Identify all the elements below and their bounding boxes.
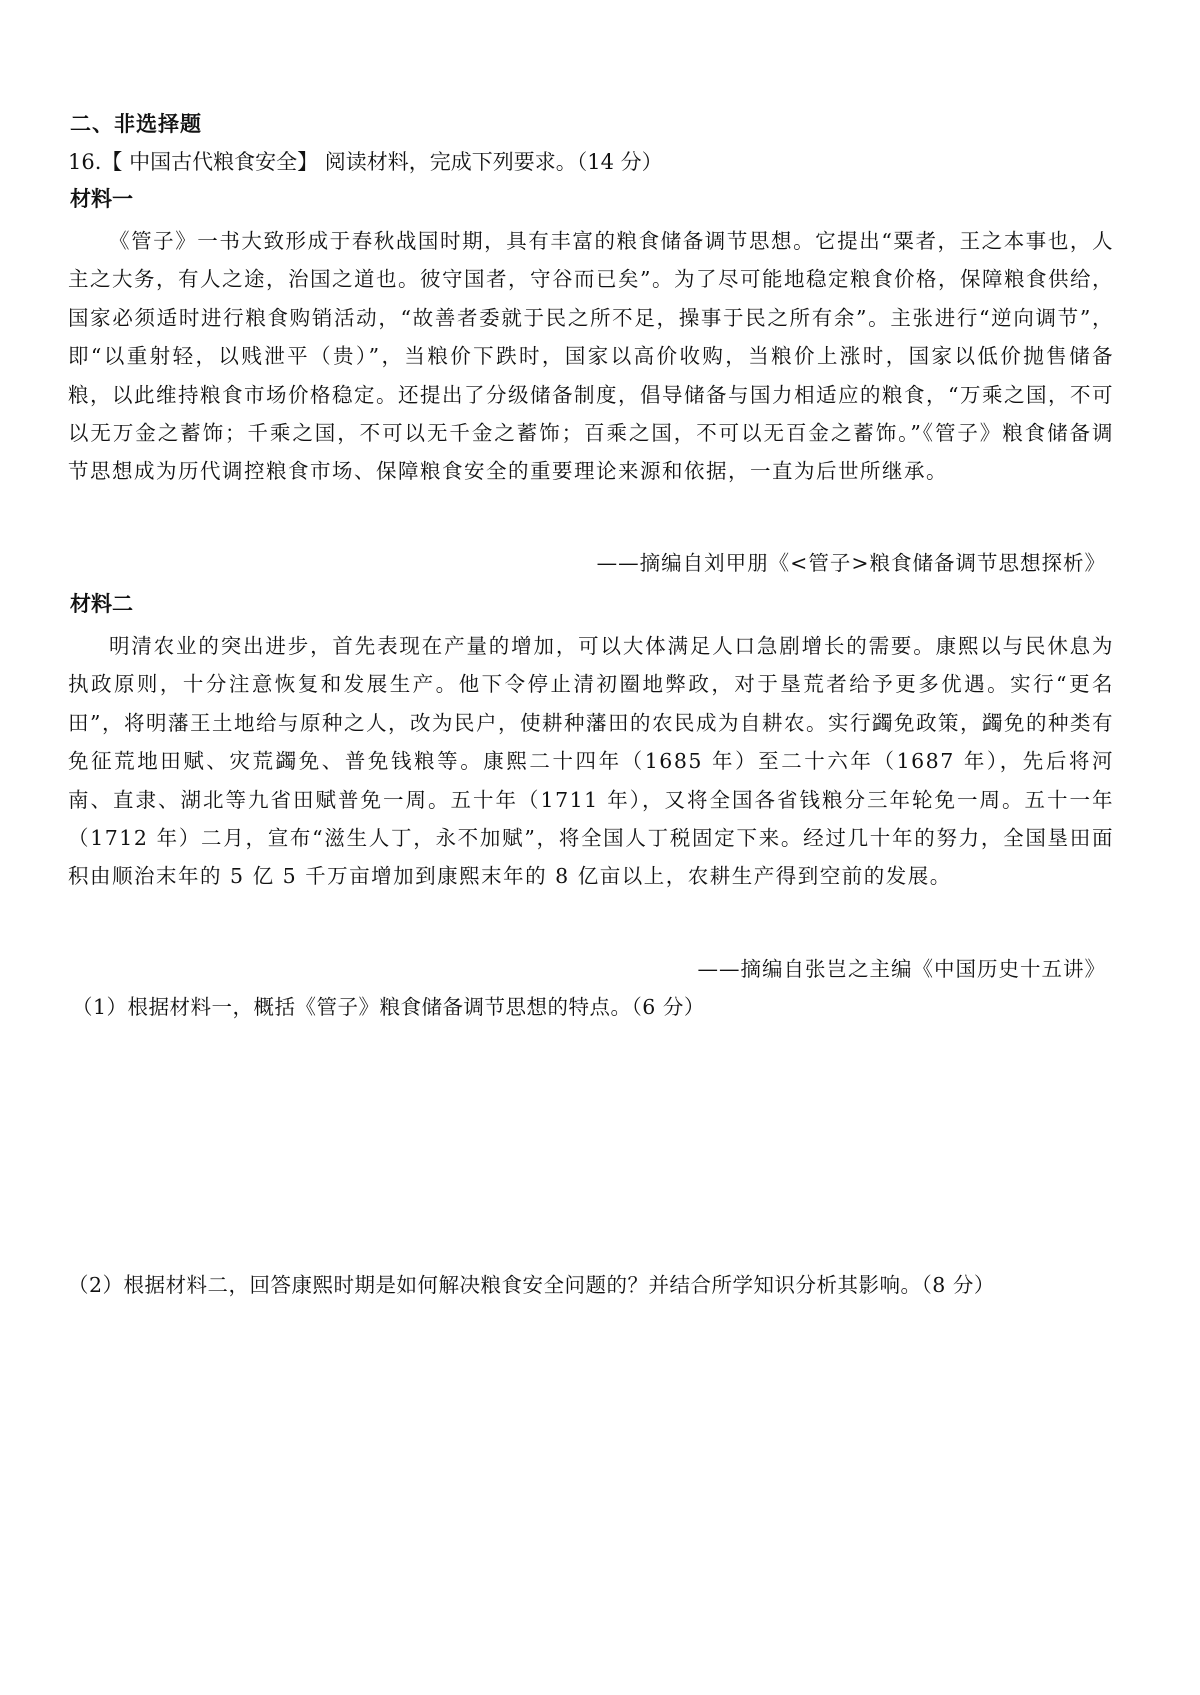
material-1-title: 材料一 (70, 187, 133, 211)
section-heading: 二、非选择题 (70, 112, 202, 136)
answer-area-2[interactable] (68, 1310, 1114, 1650)
question-title: 16.【 中国古代粮食安全】 阅读材料，完成下列要求。（14 分） (68, 150, 663, 174)
material-1-body: 《管子》一书大致形成于春秋战国时期，具有丰富的粮食储备调节思想。它提出“粟者，王之本事也，人主之大务，有人之途，治国之道也。彼守国者，守谷而已矣”。为了尽可能地稳定粮食价格，保障粮食供给，国家必须适时进行粮食购销活动，“故善者委就于民之所不足，操事于民之所有余”。主张进行“逆向调节”，即“以重射轻，以贱泄平（贵）”，当粮价下跌时，国家以高价收购，当粮价上涨时，国家以低价抛售储备粮，以此维持粮食市场价格稳定。还提出了分级储备制度，倡导储备与国力相适应的粮食，“万乘之国，不可以无万金之蓄饰；千乘之国，不可以无千金之蓄饰；百乘之国，不可以无百金之蓄饰。”《管子》粮食储备调节思想成为历代调控粮食市场、保障粮食安全的重要理论来源和依据，一直为后世所继承。 (68, 229, 1114, 484)
subquestion-2: （2）根据材料二，回答康熙时期是如何解决粮食安全问题的？并结合所学知识分析其影响。（8 分） (68, 1273, 995, 1297)
material-2-body: 明清农业的突出进步，首先表现在产量的增加，可以大体满足人口急剧增长的需要。康熙以与民休息为执政原则，十分注意恢复和发展生产。他下令停止清初圈地弊政，对于垦荒者给予更多优遇。实行“更名田”，将明藩王土地给与原种之人，改为民户，使耕种藩田的农民成为自耕农。实行蠲免政策，蠲免的种类有免征荒地田赋、灾荒蠲免、普免钱粮等。康熙二十四年（1685 年）至二十六年（1687 年），先后将河南、直隶、湖北等九省田赋普免一周。五十年（1711 年），又将全国各省钱粮分三年轮免一周。五十一年（1712 年）二月，宣布“滋生人丁，永不加赋”，将全国人丁税固定下来。经过几十年的努力，全国垦田面积由顺治末年的 5 亿 5 千万亩增加到康熙末年的 8 亿亩以上，农耕生产得到空前的发展。 (68, 634, 1114, 889)
answer-area-1[interactable] (68, 1030, 1114, 1230)
material-2-title: 材料二 (70, 592, 133, 616)
subquestion-1: （1）根据材料一，概括《管子》粮食储备调节思想的特点。（6 分） (72, 995, 705, 1019)
material-2-source: ——摘编自张岂之主编《中国历史十五讲》 (697, 957, 1106, 981)
material-1-source: ——摘编自刘甲朋《<管子>粮食储备调节思想探析》 (596, 551, 1106, 575)
